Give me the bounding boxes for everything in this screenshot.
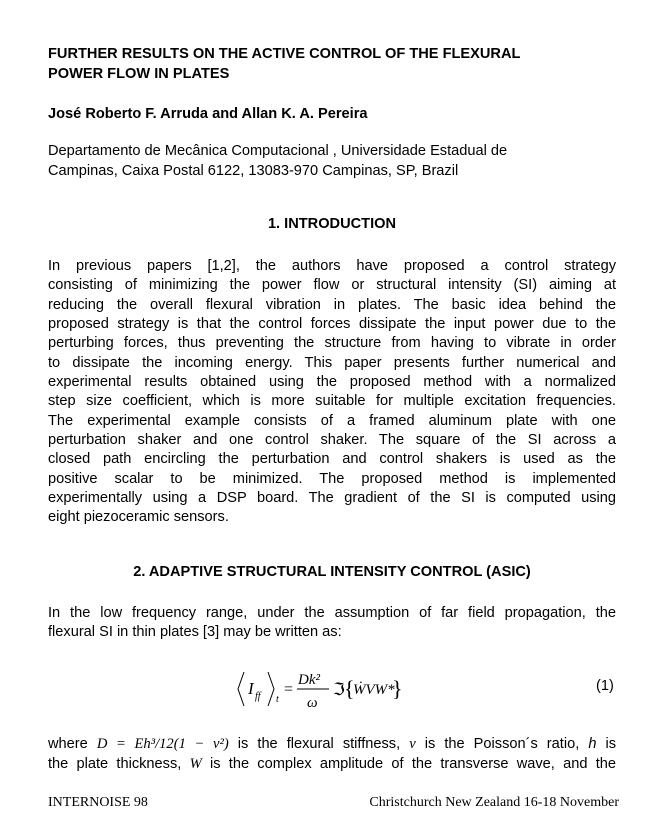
lhs-symbol: I	[248, 679, 254, 698]
authors: José Roberto F. Arruda and Allan K. A. Pereira	[48, 106, 368, 122]
text-line: experimentally using a DSP board. The gradient of the SI is computed using	[48, 490, 616, 507]
nu-symbol: ν	[409, 736, 416, 752]
footer-conference: INTERNOISE 98	[48, 795, 148, 810]
fraction-numerator: Dk²	[298, 672, 320, 688]
text-line: proposed strategy is that the control forces dissipate the input power due to the	[48, 316, 616, 333]
time-subscript: t	[276, 694, 279, 705]
text-line: In the low frequency range, under the assumption of far field propagation, the	[48, 605, 616, 621]
equation-1	[232, 658, 432, 718]
bracket-content: ẆVW*	[353, 682, 395, 698]
section-heading-introduction: 1. INTRODUCTION	[267, 216, 397, 232]
text-line: step size coefficient, which is more suitable for multiple excitation frequencies.	[48, 393, 616, 410]
equals-sign: =	[284, 681, 294, 698]
text-line: perturbing forces, thus preventing the structure from having to vibrate in order	[48, 335, 616, 352]
footer-location: Christchurch New Zealand 16-18 November	[369, 795, 619, 810]
stiffness-formula: D = Eh³/12(1 − ν²)	[96, 736, 229, 752]
w-symbol: W	[189, 756, 202, 772]
text-line: flexural SI in thin plates [3] may be written as:	[48, 624, 342, 641]
text-line	[48, 754, 616, 774]
text-line: In previous papers [1,2], the authors have proposed a control strategy	[48, 258, 616, 274]
introduction-paragraph	[48, 257, 616, 528]
text-line	[48, 734, 616, 754]
affiliation-line: Campinas, Caixa Postal 6122, 13083-970 Campinas, SP, Brazil	[48, 162, 459, 179]
text-line: closed path encircling the perturbation and control shakers is used as the	[48, 451, 616, 468]
where-text: is the complex amplitude of the transverse wave, and the	[209, 756, 616, 772]
angle-bracket-left	[238, 672, 244, 706]
asic-paragraph	[48, 604, 616, 643]
where-text: is the Poisson´s ratio,	[424, 736, 580, 752]
lhs-subscript: ff	[255, 691, 261, 702]
text-line: to dissipate the incoming energy. This paper presents further numerical and	[48, 354, 616, 371]
text-line: experimental results obtained using the proposed method with a normalized	[48, 374, 616, 391]
brace-left: {	[344, 676, 355, 701]
brace-right: }	[392, 676, 403, 701]
imaginary-part: ℑ	[333, 680, 345, 699]
where-text: is the flexural stiffness,	[237, 736, 401, 752]
section-heading-asic: 2. ADAPTIVE STRUCTURAL INTENSITY CONTROL (ASIC)	[133, 564, 531, 580]
title-line: POWER FLOW IN PLATES	[48, 66, 230, 82]
text-line: eight piezoceramic sensors.	[48, 509, 229, 526]
where-text: the plate thickness,	[48, 756, 182, 772]
text-line: The experimental example consists of a framed aluminum plate with one	[48, 412, 616, 429]
text-line: perturbation shaker and one control shaker. The square of the SI across a	[48, 432, 616, 449]
where-paragraph	[48, 734, 616, 774]
angle-bracket-right	[268, 672, 274, 706]
text-line: positive scalar to be minimized. The proposed method is implemented	[48, 470, 616, 487]
equation-number: (1)	[596, 678, 614, 694]
where-word: where	[48, 736, 88, 752]
title-line: FURTHER RESULTS ON THE ACTIVE CONTROL OF THE FLEXURAL	[48, 46, 521, 62]
affiliation	[48, 142, 628, 181]
h-symbol: h	[588, 736, 597, 752]
affiliation-line: Departamento de Mecânica Computacional , Universidade Estadual de	[48, 143, 508, 159]
fraction-denominator: ω	[307, 695, 318, 711]
where-text: is	[605, 736, 617, 752]
paper-title	[48, 44, 628, 84]
text-line: consisting of minimizing the power flow or structural intensity (SI) aiming at	[48, 277, 616, 294]
text-line: reducing the overall flexural vibration in plates. The basic idea behind the	[48, 296, 616, 313]
